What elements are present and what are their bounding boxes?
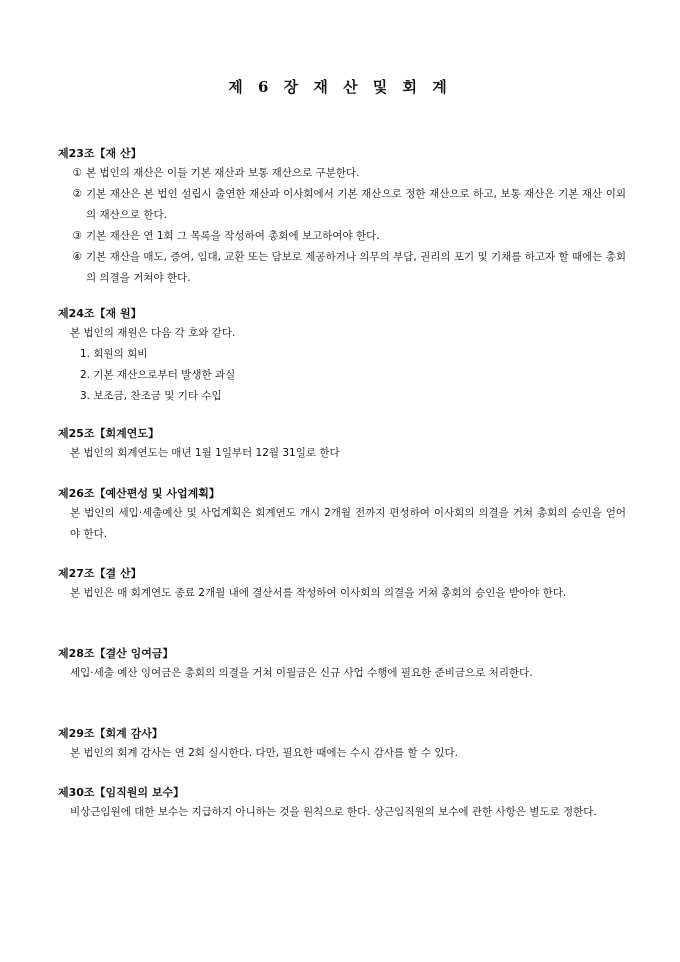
article-heading: 제27조【결 산】 — [58, 567, 142, 580]
list-item: 1. 회원의 회비 — [80, 348, 148, 360]
article-text: 본 법인의 세입·세출예산 및 사업계획은 회계연도 개시 2개월 전까지 편성하여 이사회의 의결을 거쳐 총회의 승인을 얻어야 한다. — [70, 507, 626, 540]
clause-2 — [58, 184, 626, 226]
clause-4 — [58, 247, 626, 289]
clause-mark: ① — [72, 167, 82, 179]
clause-mark: ② — [72, 188, 82, 200]
article-30 — [58, 783, 626, 823]
clause-1 — [58, 163, 626, 184]
article-heading: 제29조【회계 감사】 — [58, 727, 163, 740]
article-text: 본 법인의 회계연도는 매년 1월 1일부터 12월 31일로 한다 — [70, 447, 340, 459]
clause-text: 본 법인의 재산은 이들 기본 재산과 보통 재산으로 구분한다. — [86, 167, 360, 179]
clause-mark: ③ — [72, 230, 82, 242]
article-25 — [58, 424, 626, 464]
article-26 — [58, 484, 626, 545]
article-heading: 제25조【회계연도】 — [58, 427, 160, 440]
clause-mark: ④ — [72, 251, 82, 263]
article-heading: 제26조【예산편성 및 사업계획】 — [58, 487, 220, 500]
chapter-title: 제 6 장 재 산 및 회 계 — [228, 78, 452, 96]
article-heading: 제23조【재 산】 — [58, 147, 142, 160]
article-text: 본 법인의 회계 감사는 연 2회 실시한다. 다만, 필요한 때에는 수시 감사를 할 수 있다. — [70, 747, 458, 759]
article-24 — [58, 304, 626, 407]
article-heading: 제30조【임직원의 보수】 — [58, 786, 185, 799]
article-28 — [58, 644, 626, 684]
article-27 — [58, 564, 626, 604]
article-text: 본 법인은 매 회계연도 종료 2개월 내에 결산서를 작성하여 이사회의 의결을 거쳐 총회의 승인을 받아야 한다. — [70, 587, 567, 599]
clause-text: 기본 재산은 본 법인 설립시 출연한 재산과 이사회에서 기본 재산으로 정한 재산으로 하고, 보통 재산은 기본 재산 이외의 재산으로 한다. — [86, 188, 626, 221]
list-item: 3. 보조금, 찬조금 및 기타 수입 — [80, 390, 222, 402]
article-text: 세입·세출 예산 잉여금은 총회의 의결을 거쳐 이월금은 신규 사업 수행에 필요한 준비금으로 처리한다. — [70, 667, 533, 679]
clause-text: 기본 재산을 매도, 증여, 임대, 교환 또는 담보로 제공하거나 의무의 부담, 권리의 포기 및 기채를 하고자 할 때에는 총회의 의결을 거쳐야 한다. — [86, 251, 627, 284]
article-text: 비상근임원에 대한 보수는 지급하지 아니하는 것을 원칙으로 한다. 상근임직원의 보수에 관한 사항은 별도로 정한다. — [70, 806, 597, 818]
list-item: 2. 기본 재산으로부터 발생한 과실 — [80, 369, 236, 381]
article-23 — [58, 144, 626, 289]
article-heading: 제28조【결산 잉여금】 — [58, 647, 174, 660]
article-heading: 제24조【재 원】 — [58, 307, 142, 320]
clause-text: 기본 재산은 연 1회 그 목록을 작성하여 총회에 보고하여야 한다. — [86, 230, 380, 242]
article-29 — [58, 724, 626, 764]
clause-3 — [58, 226, 626, 247]
article-text: 본 법인의 재원은 다음 각 호와 같다. — [70, 327, 236, 339]
